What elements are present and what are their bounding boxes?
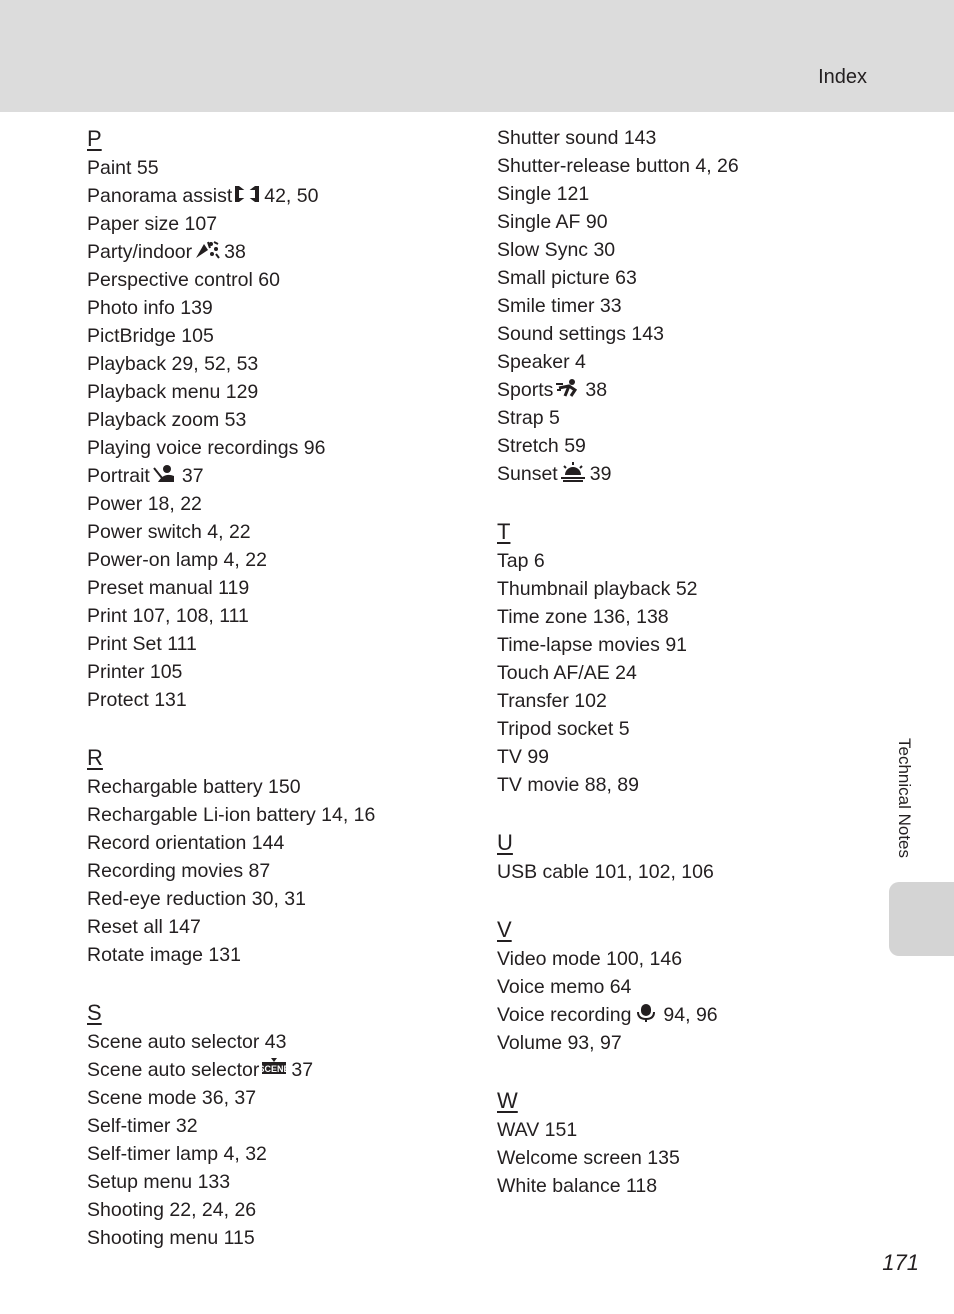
section-letter: S — [87, 1000, 102, 1025]
page-title: Index — [818, 66, 867, 88]
index-entry: Playback zoom 53 — [87, 409, 247, 431]
index-entry: Tap 6 — [497, 550, 545, 572]
entry-pages: 42, 50 — [264, 185, 319, 207]
index-entry: Power switch 4, 22 — [87, 521, 251, 543]
index-entry: Smile timer 33 — [497, 295, 622, 317]
index-entry — [497, 460, 897, 488]
entry-pages: 38 — [224, 241, 246, 263]
index-entry: White balance 118 — [497, 1175, 658, 1197]
index-entry: Power 18, 22 — [87, 493, 202, 515]
index-section — [87, 998, 487, 1252]
index-section — [497, 915, 897, 1057]
index-entry: Sound settings 143 — [497, 323, 664, 345]
index-entry — [497, 376, 897, 404]
index-entry: TV 99 — [497, 746, 550, 768]
index-entry: Transfer 102 — [497, 690, 607, 712]
entry-term: Panorama assist — [87, 185, 233, 207]
index-entry: Shutter sound 143 — [497, 127, 657, 149]
microphone-icon — [633, 1003, 659, 1023]
index-entry — [87, 238, 487, 266]
entry-pages: 94, 96 — [663, 1004, 718, 1026]
sports-icon — [555, 378, 581, 398]
index-entry: Welcome screen 135 — [497, 1147, 680, 1169]
entry-term: Voice recording — [497, 1004, 632, 1026]
index-entry: Scene auto selector 43 — [87, 1031, 287, 1053]
index-entry: Rechargable Li-ion battery 14, 16 — [87, 804, 376, 826]
index-entry: PictBridge 105 — [87, 325, 214, 347]
index-entry: TV movie 88, 89 — [497, 774, 639, 796]
panorama-icon — [234, 184, 260, 204]
index-entry: Thumbnail playback 52 — [497, 578, 698, 600]
index-entry: Strap 5 — [497, 407, 560, 429]
entry-term: Party/indoor — [87, 241, 193, 263]
index-column-right — [497, 124, 897, 1229]
index-entry: Slow Sync 30 — [497, 239, 616, 261]
index-entry: Setup menu 133 — [87, 1171, 231, 1193]
index-section — [497, 517, 897, 799]
entry-pages: 39 — [589, 463, 612, 485]
index-entry: Paper size 107 — [87, 213, 218, 235]
index-entry: Self-timer lamp 4, 32 — [87, 1143, 267, 1165]
index-entry: Playback 29, 52, 53 — [87, 353, 259, 375]
index-entry: Single 121 — [497, 183, 590, 205]
index-entry: Paint 55 — [87, 157, 159, 179]
index-entry: Small picture 63 — [497, 267, 637, 289]
section-letter: U — [497, 830, 513, 855]
section-thumb-tab — [889, 882, 954, 956]
index-entry: Touch AF/AE 24 — [497, 662, 637, 684]
index-section — [497, 1086, 897, 1200]
index-entry: Power-on lamp 4, 22 — [87, 549, 267, 571]
index-entry: Stretch 59 — [497, 435, 586, 457]
index-entry: Shooting menu 115 — [87, 1227, 255, 1249]
index-entry: Playing voice recordings 96 — [87, 437, 326, 459]
index-entry: Preset manual 119 — [87, 577, 250, 599]
index-entry: Protect 131 — [87, 689, 187, 711]
index-entry: Photo info 139 — [87, 297, 213, 319]
header-band — [0, 0, 954, 112]
index-entry — [497, 1001, 897, 1029]
entry-term: Scene auto selector — [87, 1059, 260, 1081]
index-entry: WAV 151 — [497, 1119, 578, 1141]
index-entry: Perspective control 60 — [87, 269, 280, 291]
index-entry: Time-lapse movies 91 — [497, 634, 688, 656]
index-entry — [87, 462, 487, 490]
section-letter: R — [87, 745, 103, 770]
index-entry — [87, 1056, 487, 1084]
sunset-icon — [560, 462, 586, 482]
index-entry: Tripod socket 5 — [497, 718, 630, 740]
index-entry: Recording movies 87 — [87, 860, 271, 882]
section-letter: V — [497, 917, 512, 942]
index-entry — [87, 182, 487, 210]
index-section — [87, 124, 487, 714]
index-entry: Single AF 90 — [497, 211, 608, 233]
index-entry: Speaker 4 — [497, 351, 586, 373]
entry-pages: 37 — [291, 1059, 314, 1081]
index-entry: Volume 93, 97 — [497, 1032, 622, 1054]
entry-pages: 37 — [181, 465, 204, 487]
entry-pages: 38 — [585, 379, 608, 401]
index-section — [497, 828, 897, 886]
scene-auto-icon — [258, 1058, 290, 1078]
index-section — [87, 743, 487, 969]
section-letter: W — [497, 1088, 518, 1113]
index-entry: Record orientation 144 — [87, 832, 285, 854]
portrait-icon — [152, 464, 178, 484]
entry-term: Sports — [497, 379, 554, 401]
index-entry: Print Set 111 — [87, 633, 197, 655]
index-entry: Shutter-release button 4, 26 — [497, 155, 739, 177]
index-column-left — [87, 124, 487, 1281]
index-entry: Red-eye reduction 30, 31 — [87, 888, 306, 910]
entry-term: Portrait — [87, 465, 150, 487]
index-entry: Video mode 100, 146 — [497, 948, 683, 970]
section-letter: P — [87, 126, 102, 151]
index-entry: Reset all 147 — [87, 916, 201, 938]
index-entry: Shooting 22, 24, 26 — [87, 1199, 257, 1221]
index-entry: USB cable 101, 102, 106 — [497, 861, 714, 883]
index-entry: Voice memo 64 — [497, 976, 632, 998]
index-entry: Printer 105 — [87, 661, 183, 683]
index-entry: Rotate image 131 — [87, 944, 241, 966]
entry-term: Sunset — [497, 463, 558, 485]
index-entry: Rechargable battery 150 — [87, 776, 301, 798]
page-number: 171 — [882, 1250, 919, 1275]
section-letter: T — [497, 519, 511, 544]
svg-text:SCENE: SCENE — [258, 1064, 290, 1074]
index-entry: Print 107, 108, 111 — [87, 605, 249, 627]
side-tab-label: Technical Notes — [895, 738, 914, 859]
index-entry: Scene mode 36, 37 — [87, 1087, 257, 1109]
index-entry: Playback menu 129 — [87, 381, 259, 403]
party-indoor-icon — [194, 240, 220, 260]
index-entry: Time zone 136, 138 — [497, 606, 669, 628]
index-section — [497, 124, 897, 488]
index-entry: Self-timer 32 — [87, 1115, 198, 1137]
